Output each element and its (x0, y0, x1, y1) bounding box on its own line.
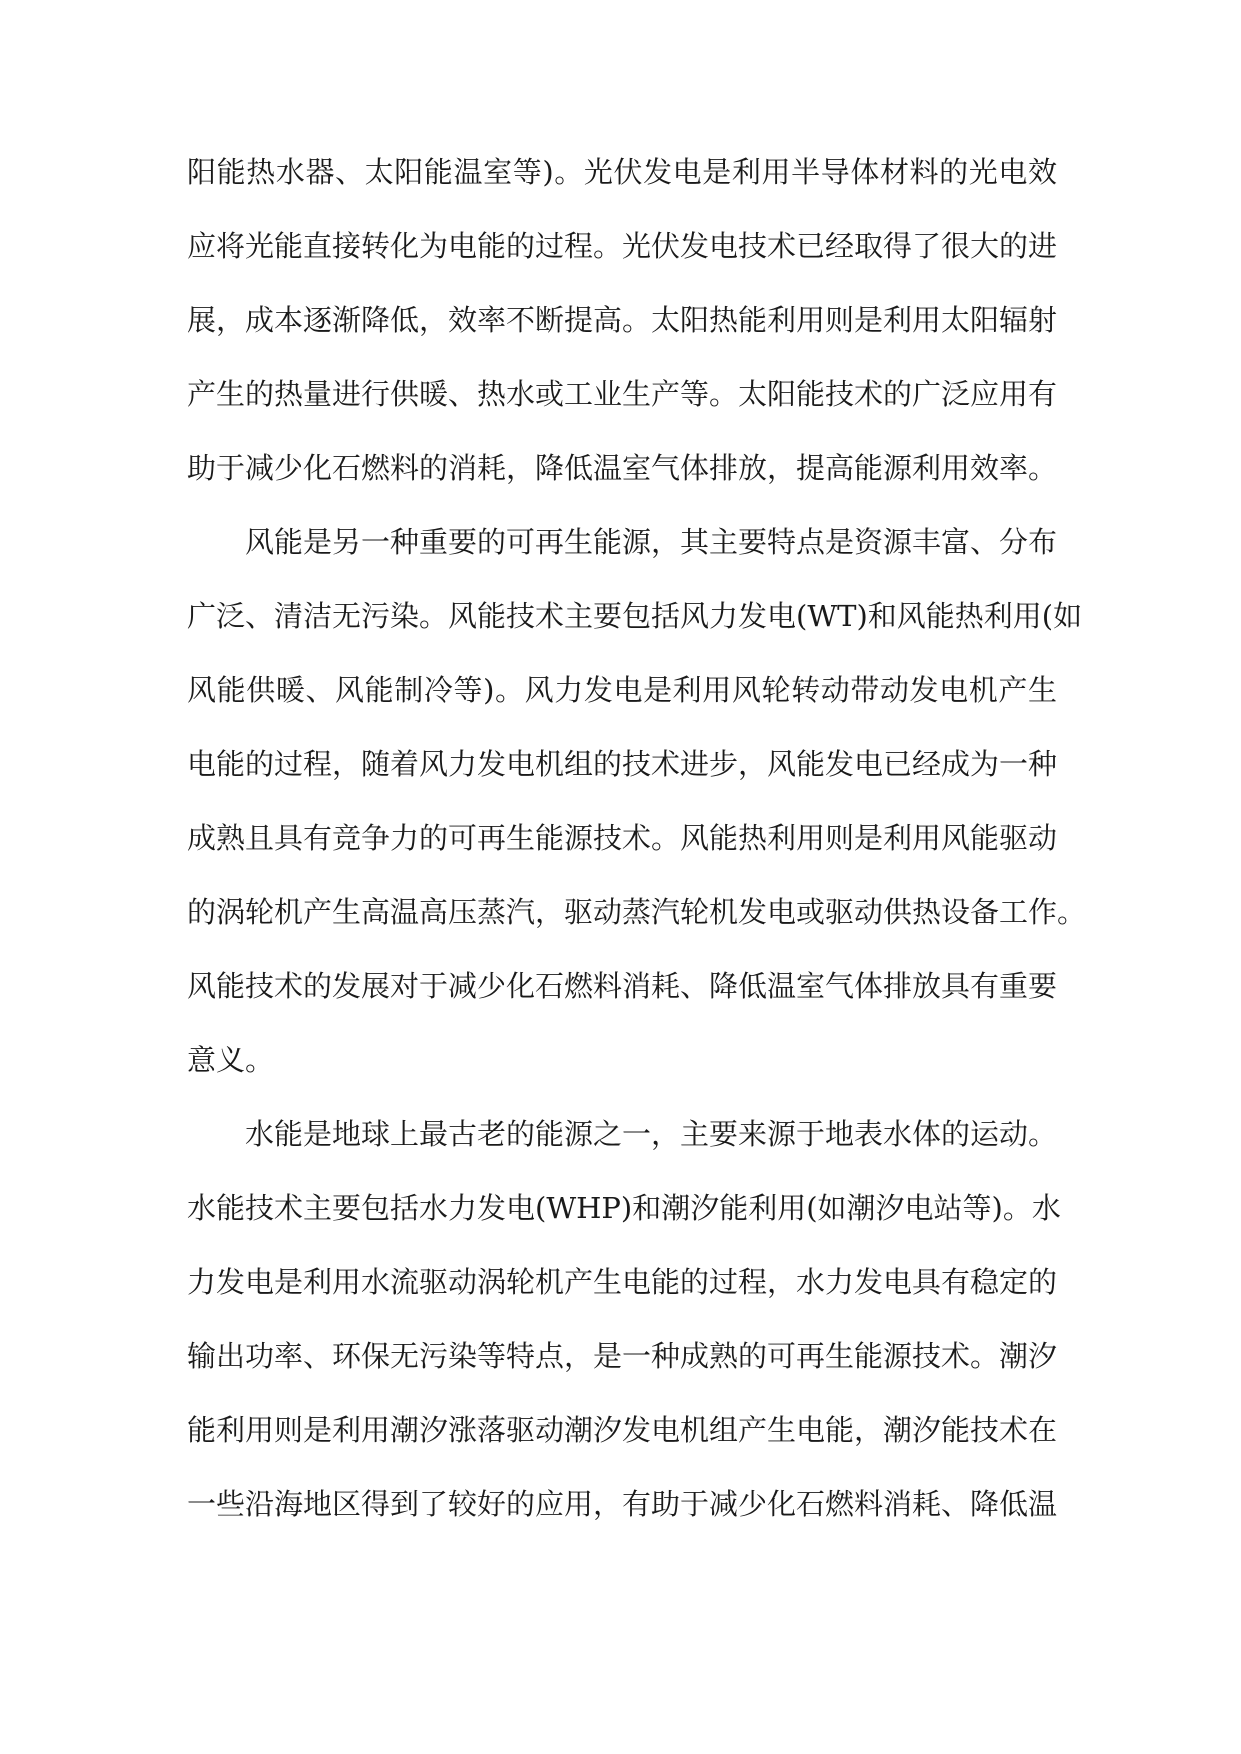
text-line: 展，成本逐渐降低，效率不断提高。太阳热能利用则是利用太阳辐射 (187, 303, 1058, 337)
text-line: 广泛、清洁无污染。风能技术主要包括风力发电(WT)和风能热利用(如 (187, 599, 1083, 633)
text-line: 助于减少化石燃料的消耗，降低温室气体排放，提高能源利用效率。 (187, 451, 1058, 485)
text-line: 意义。 (187, 1043, 275, 1077)
text-line: 水能是地球上最古老的能源之一，主要来源于地表水体的运动。 (245, 1117, 1058, 1151)
text-line: 电能的过程，随着风力发电机组的技术进步，风能发电已经成为一种 (187, 747, 1058, 781)
paragraph-solar (187, 142, 1057, 512)
text-line: 风能供暖、风能制冷等)。风力发电是利用风轮转动带动发电机产生 (187, 673, 1057, 707)
text-line: 产生的热量进行供暖、热水或工业生产等。太阳能技术的广泛应用有 (187, 377, 1058, 411)
text-line: 能利用则是利用潮汐涨落驱动潮汐发电机组产生电能，潮汐能技术在 (187, 1413, 1058, 1447)
text-line: 风能是另一种重要的可再生能源，其主要特点是资源丰富、分布 (245, 525, 1058, 559)
paragraph-hydro (187, 1104, 1061, 1548)
text-line: 输出功率、环保无污染等特点，是一种成熟的可再生能源技术。潮汐 (187, 1339, 1058, 1373)
body-text (187, 142, 1087, 1548)
text-line: 一些沿海地区得到了较好的应用，有助于减少化石燃料消耗、降低温 (187, 1487, 1058, 1521)
text-line: 阳能热水器、太阳能温室等)。光伏发电是利用半导体材料的光电效 (187, 155, 1057, 189)
text-line: 风能技术的发展对于减少化石燃料消耗、降低温室气体排放具有重要 (187, 969, 1058, 1003)
text-line: 成熟且具有竞争力的可再生能源技术。风能热利用则是利用风能驱动 (187, 821, 1058, 855)
text-line: 的涡轮机产生高温高压蒸汽，驱动蒸汽轮机发电或驱动供热设备工作。 (187, 895, 1087, 929)
text-line: 水能技术主要包括水力发电(WHP)和潮汐能利用(如潮汐电站等)。水 (187, 1191, 1061, 1225)
text-line: 应将光能直接转化为电能的过程。光伏发电技术已经取得了很大的进 (187, 229, 1058, 263)
text-line: 力发电是利用水流驱动涡轮机产生电能的过程，水力发电具有稳定的 (187, 1265, 1058, 1299)
paragraph-wind (187, 512, 1087, 1104)
